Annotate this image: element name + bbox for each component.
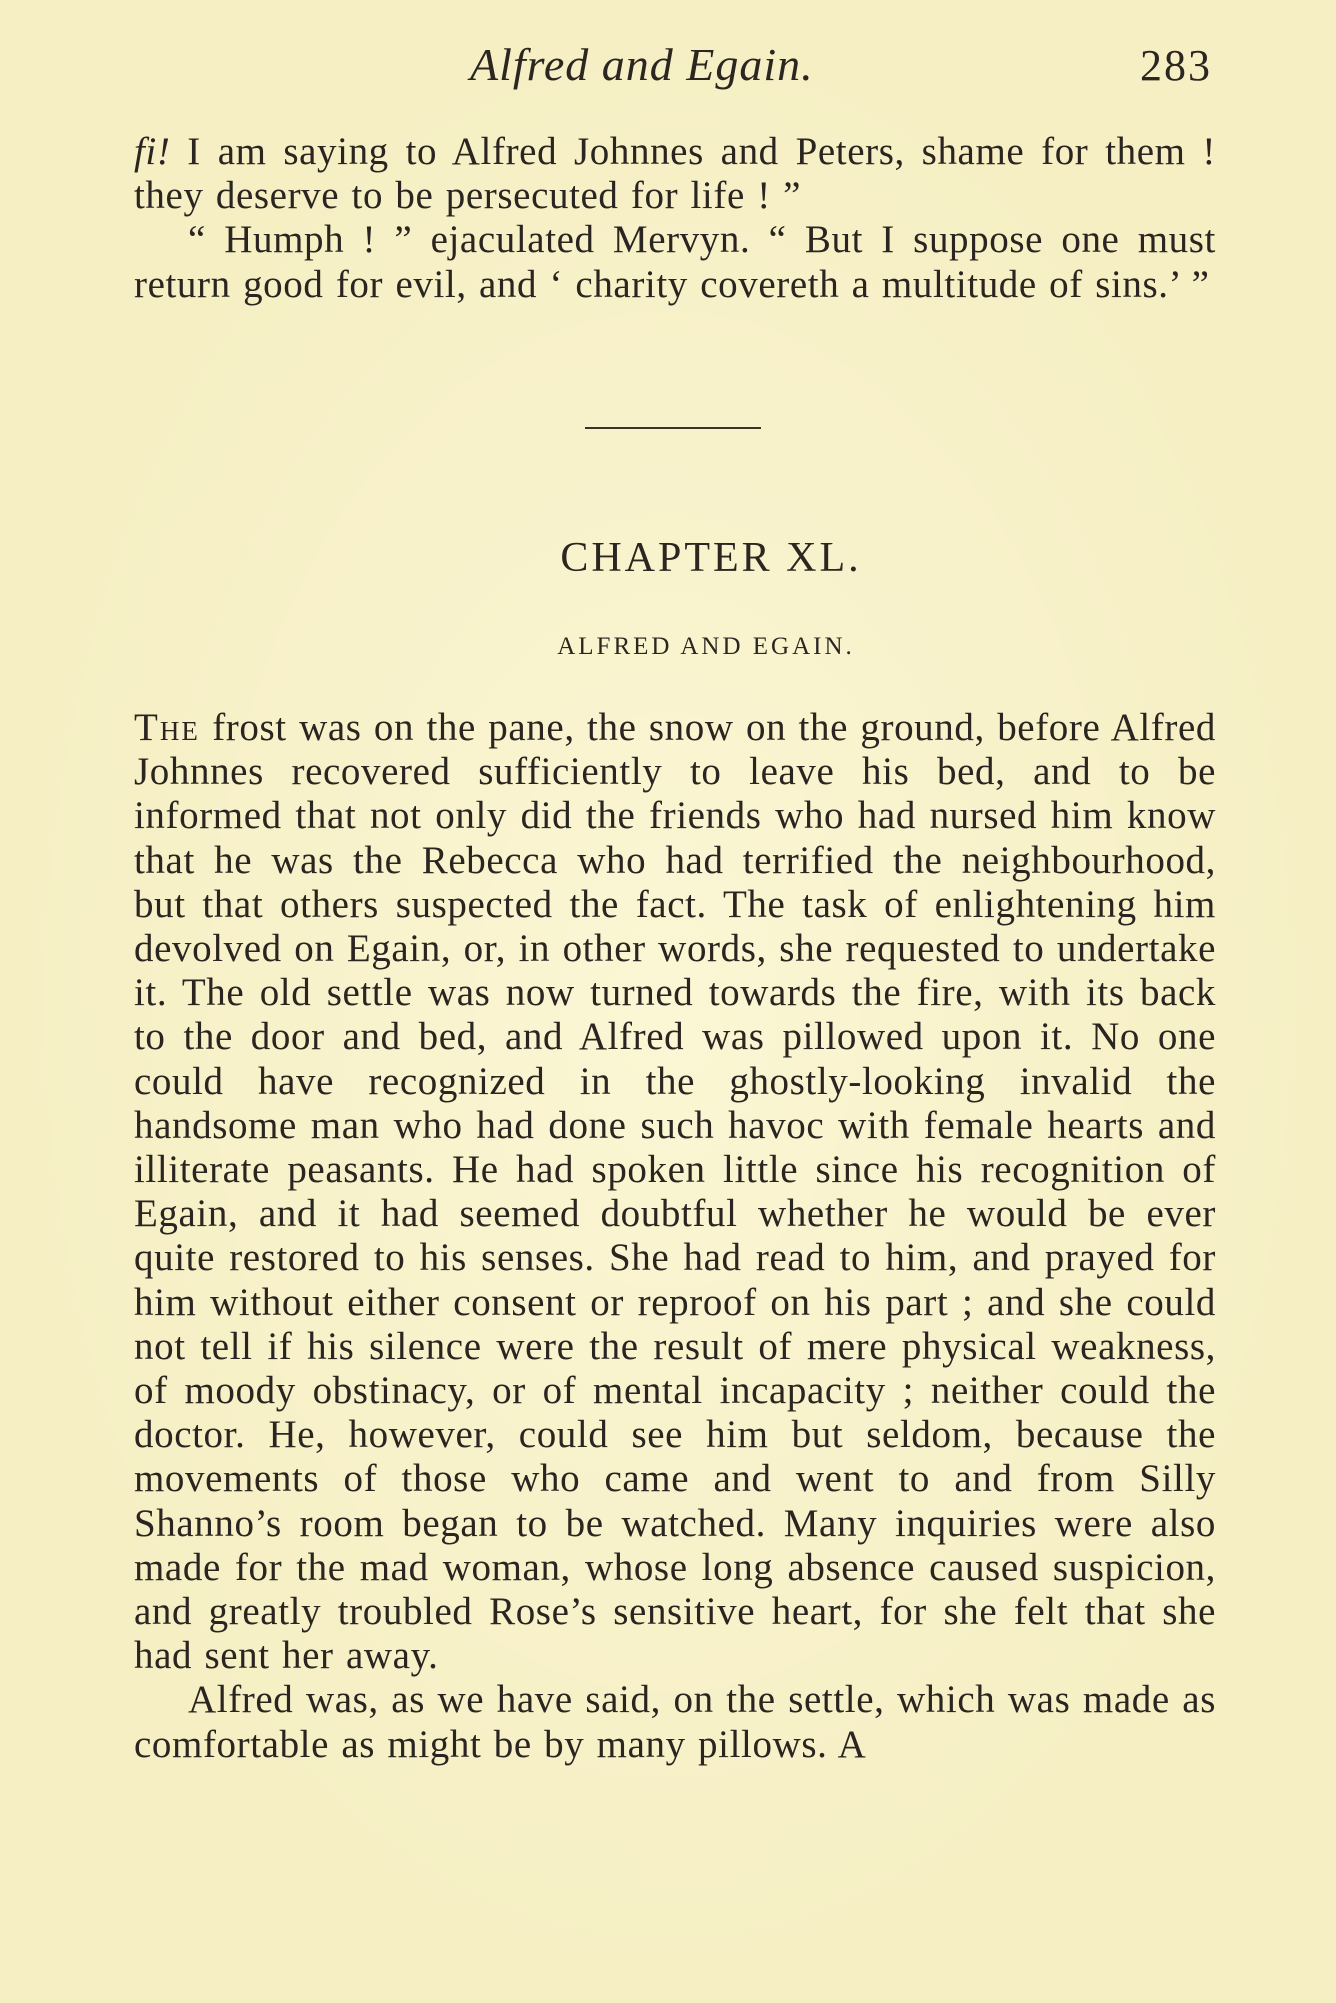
page-number: 283 xyxy=(1140,41,1212,90)
opening-word: The xyxy=(134,706,200,749)
body-paragraph-text: frost was on the pane, the snow on the ground, before Alfred Johnnes recovered sufficiently to leave his bed, and to be informed that not only did the friends who had nursed him know that he was the Rebecca who had terrified the neighbourhood, but that others suspected the fact. The task of enlightening him devolved on Egain, or, in other words, she requested to undertake it. The old settle was now turned towards the fire, with its back to the door and bed, and Alfred was pillowed upon it. No one could have recognized in the ghostly-looking invalid the handsome man who had done such havoc with female hearts and illiterate peasants. He had spoken little since his recognition of Egain, and it had seemed doubtful whether he would be ever quite restored to his senses. She had read to him, and prayed for him without either consent or reproof on his part ; and she could not tell if his silence were the result of mere physical weakness, of moody obstinacy, or of mental incapacity ; neither could the doctor. He, however, could see him but seldom, because the movements of those who came and went to and from Silly Shanno’s room began to be watched. Many inquiries were also made for the mad woman, whose long absence caused suspicion, and greatly troubled Rose’s sensitive heart, for she felt that she had sent her away. xyxy=(134,706,1216,1678)
italic-lead: fi! xyxy=(134,130,171,173)
running-title: Alfred and Egain. xyxy=(470,39,814,90)
continued-paragraph-text: I am saying to Alfred Johnnes and Peters, shame for them ! they deserve to be persecuted for life ! ” xyxy=(134,130,1216,218)
chapter-number: CHAPTER XL. xyxy=(560,535,862,581)
running-head xyxy=(0,38,1336,98)
section-divider-rule xyxy=(585,427,761,429)
chapter-body xyxy=(134,706,1216,1767)
body-paragraph-2: Alfred was, as we have said, on the settle, which was made as comfortable as might be by many pillows. A xyxy=(134,1678,1216,1766)
chapter-title: ALFRED AND EGAIN. xyxy=(557,633,855,660)
mervyn-paragraph: “ Humph ! ” ejaculated Mervyn. “ But I suppose one must return good for evil, and ‘ charity covereth a multitude of sins.’ ” xyxy=(134,218,1216,306)
continued-text xyxy=(134,130,1216,307)
body-paragraph xyxy=(134,706,1216,1678)
continued-paragraph xyxy=(134,130,1216,218)
